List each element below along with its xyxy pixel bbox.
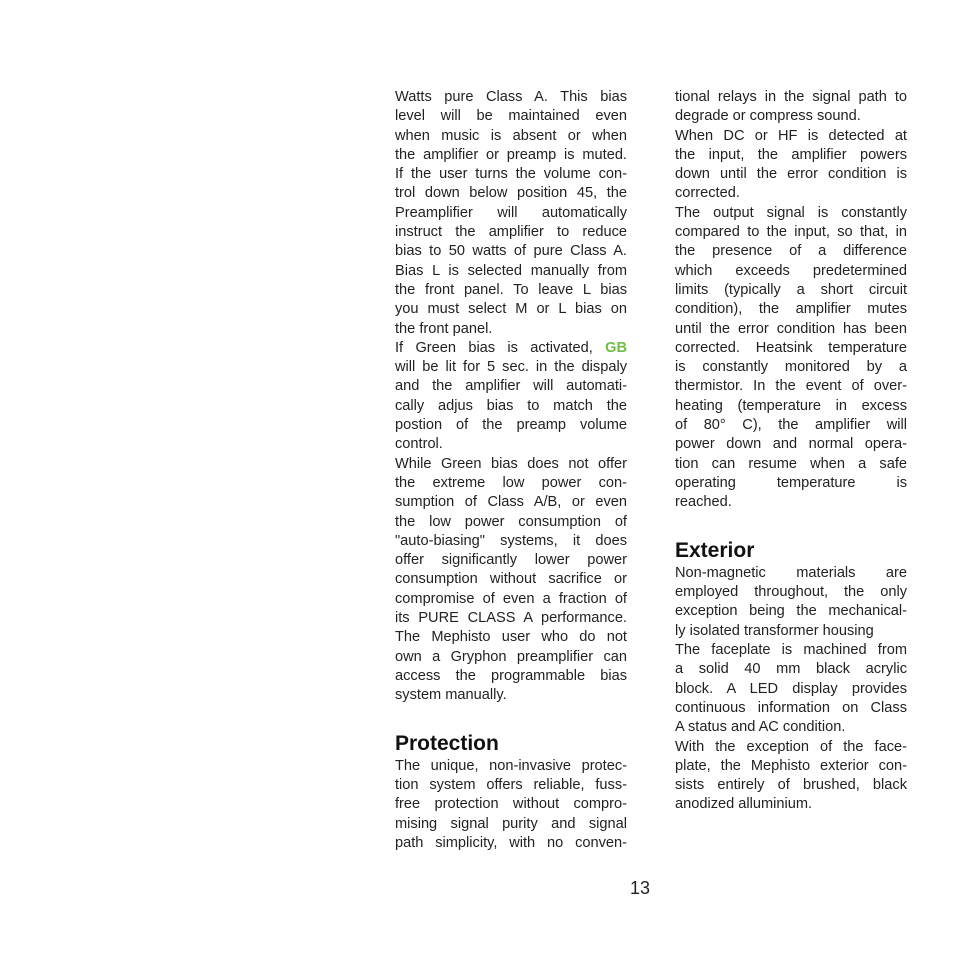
text-line: Non-magnetic materials are [675, 564, 907, 581]
text-line: exception being the mechanical- [675, 603, 907, 620]
text-line: the amplifier or preamp is muted. [395, 146, 627, 163]
text-line: degrade or compress sound. [675, 108, 861, 125]
text-line: While Green bias does not offer [395, 455, 627, 472]
text-line: heating (temperature in excess [675, 397, 907, 414]
text-line: "auto-biasing" systems, it does [395, 532, 627, 549]
protection-continued-paragraph [675, 88, 907, 513]
text-line: a solid 40 mm black acrylic [675, 661, 907, 678]
text-line: If the user turns the volume con- [395, 166, 627, 183]
text-line: the front panel. To leave L bias [395, 281, 627, 298]
text-line: you must select M or L bias on [395, 301, 627, 318]
text-line: The Mephisto user who do not [395, 629, 627, 646]
text-line: consumption without sacrifice or [395, 571, 627, 588]
text-line: corrected. Heatsink temperature [675, 339, 907, 356]
text-line: Watts pure Class A. This bias [395, 89, 627, 105]
text-line: down until the error condition is [675, 166, 907, 183]
text-line: and the amplifier will automati- [395, 378, 627, 395]
protection-heading: Protection [395, 731, 499, 755]
text-line: cally adjus bias to match the [395, 397, 627, 414]
text-line: tional relays in the signal path to [675, 89, 907, 105]
left-column [395, 88, 627, 853]
text-line: operating temperature is [675, 474, 907, 491]
text-line: system manually. [395, 687, 507, 704]
protection-paragraph [395, 757, 627, 853]
text-line: free protection without compro- [395, 796, 627, 813]
text-line: the front panel. [395, 320, 493, 337]
text-line: own a Gryphon preamplifier can [395, 648, 627, 665]
text-line: until the error condition has been [675, 320, 907, 337]
text-line: instruct the amplifier to reduce [395, 224, 627, 241]
text-line: the low power consumption of [395, 513, 627, 530]
text-line: The faceplate is machined from [675, 642, 907, 659]
text-line: of 80° C), the amplifier will [675, 417, 907, 434]
right-column [675, 88, 907, 815]
text-line: the input, the amplifier powers [675, 146, 907, 163]
text-line: When DC or HF is detected at [675, 127, 907, 144]
text-line: ly isolated transformer housing [675, 622, 874, 639]
text-line: will be lit for 5 sec. in the dispaly [395, 359, 627, 376]
text-line: when music is absent or when [395, 127, 627, 144]
text-line: its PURE CLASS A performance. [395, 610, 627, 627]
text-line: access the programmable bias [395, 667, 627, 684]
text-line: tion can resume when a safe [675, 455, 907, 472]
text-line: plate, the Mephisto exterior con- [675, 757, 907, 774]
text-line: block. A LED display provides [675, 680, 907, 697]
text-line: offer significantly lower power [395, 552, 627, 569]
text-line: The output signal is constantly [675, 204, 907, 221]
green-bias-text: If Green bias is activated, [395, 339, 606, 356]
text-line: The unique, non-invasive protec- [395, 757, 627, 774]
text-line: power down and normal opera- [675, 436, 907, 453]
text-line: Bias L is selected manually from [395, 262, 627, 279]
text-line: is constantly monitored by a [675, 359, 907, 376]
text-line: limits (typically a short circuit [675, 281, 907, 298]
text-line: tion system offers reliable, fuss- [395, 777, 627, 794]
text-line: condition), the amplifier mutes [675, 301, 907, 318]
text-line: corrected. [675, 185, 740, 202]
text-line: A status and AC condition. [675, 719, 846, 736]
page-number: 13 [629, 878, 651, 898]
bias-paragraph [395, 88, 627, 339]
text-line: bias to 50 watts of pure Class A. [395, 243, 627, 260]
text-line: the extreme low power con- [395, 474, 627, 491]
text-line: control. [395, 436, 443, 453]
text-line: mising signal purity and signal [395, 815, 627, 832]
text-line: compromise of even a fraction of [395, 590, 627, 607]
text-line: continuous information on Class [675, 699, 907, 716]
text-line: employed throughout, the only [675, 584, 907, 601]
text-line: level will be maintained even [395, 108, 627, 125]
text-line: anodized alluminium. [675, 796, 813, 813]
text-line: thermistor. In the event of over- [675, 378, 907, 395]
exterior-heading: Exterior [675, 538, 755, 562]
exterior-paragraph [675, 564, 907, 815]
text-line: path simplicity, with no conven- [395, 834, 627, 851]
text-line: the presence of a difference [675, 243, 907, 260]
green-bias-paragraph [395, 358, 627, 705]
text-line: compared to the input, so that, in [675, 224, 907, 241]
text-line: With the exception of the face- [675, 738, 907, 755]
gb-indicator-label: GB [605, 339, 627, 356]
text-line: Preamplifier will automatically [395, 204, 627, 221]
green-bias-line [395, 339, 627, 358]
text-line: reached. [675, 494, 732, 511]
text-line: postion of the preamp volume [395, 417, 627, 434]
text-line: sists entirely of brushed, black [675, 777, 907, 794]
text-line: sumption of Class A/B, or even [395, 494, 627, 511]
text-line: which exceeds predetermined [675, 262, 907, 279]
text-line: trol down below position 45, the [395, 185, 627, 202]
